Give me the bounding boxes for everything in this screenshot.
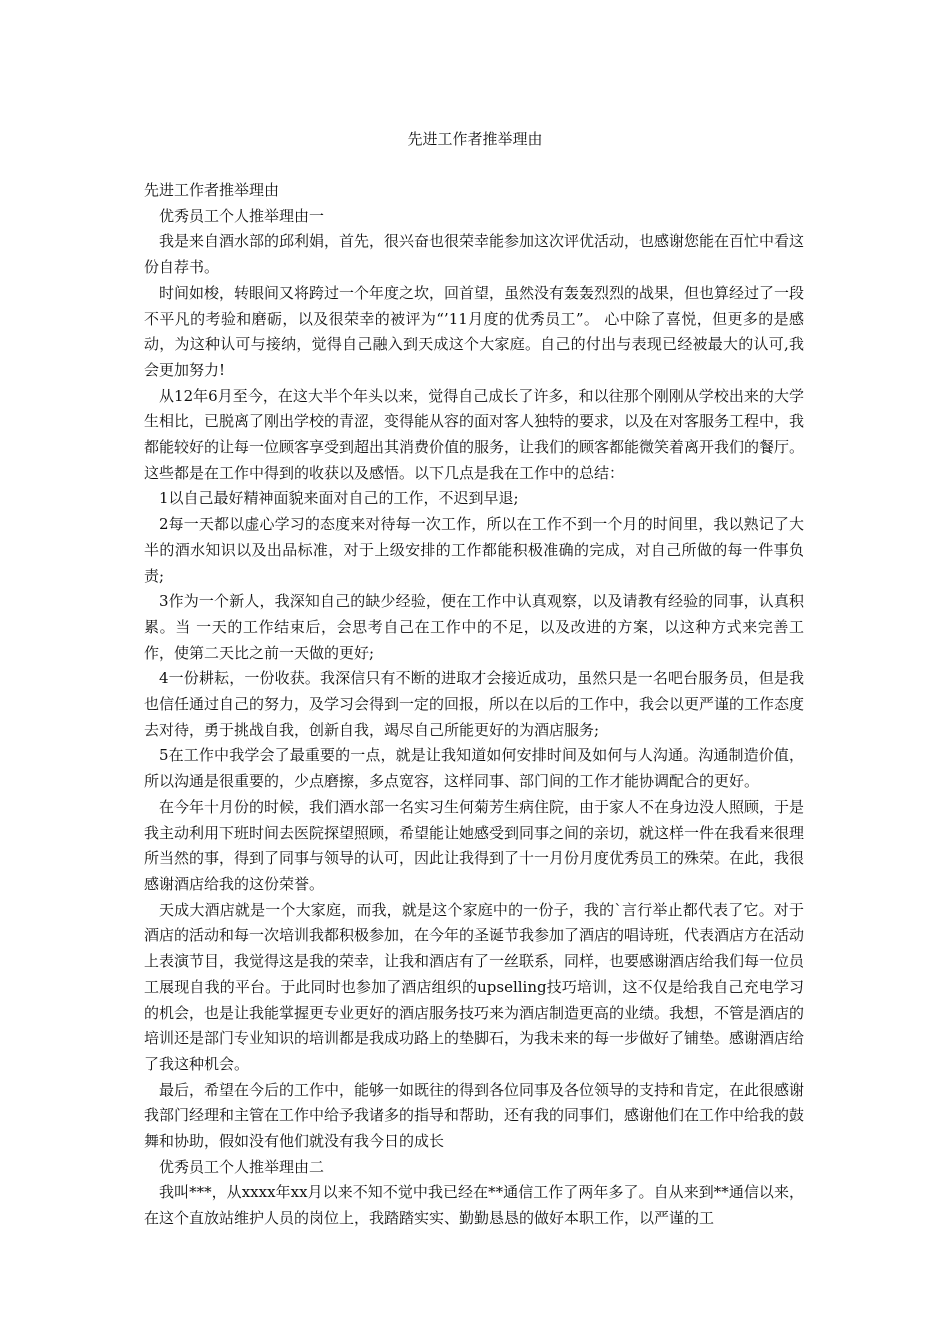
document-title: 先进工作者推举理由	[407, 130, 543, 148]
list-item: 2每一天都以虚心学习的态度来对待每一次工作，所以在工作不到一个月的时间里，我以熟记了大半的酒水知识以及出品标准，对于上级安排的工作都能积极准确的完成，对自己所做的每一件事负责;	[144, 515, 804, 585]
body-paragraph: 我是来自酒水部的邱利娟，首先，很兴奋也很荣幸能参加这次评优活动，也感谢您能在百忙中看这份自荐书。	[144, 232, 805, 277]
list-item: 4一份耕耘，一份收获。我深信只有不断的进取才会接近成功，虽然只是一名吧台服务员，但是我也信任通过自己的努力，及学习会得到一定的回报，所以在以后的工作中，我会以更严谨的工作态度去对待，勇于挑战自我，创新自我，竭尽自己所能更好的为酒店服务;	[144, 669, 805, 739]
list-item: 5在工作中我学会了最重要的一点，就是让我知道如何安排时间及如何与人沟通。沟通制造价值，所以沟通是很重要的，少点磨擦，多点宽容，这样同事、部门间的工作才能协调配合的更好。	[144, 746, 804, 791]
body-paragraph: 最后，希望在今后的工作中，能够一如既往的得到各位同事及各位领导的支持和肯定，在此很感谢我部门经理和主管在工作中给予我诸多的指导和帮助，还有我的同事们，感谢他们在工作中给我的鼓舞和协助，假如没有他们就没有我今日的成长	[144, 1080, 805, 1151]
body-paragraph: 时间如梭，转眼间又将跨过一个年度之坎，回首望，虽然没有轰轰烈烈的战果，但也算经过了一段不平凡的考验和磨砺，以及很荣幸的被评为“’11月度的优秀员工”。 心中除了喜悦，但更多的是感动，为这种认可与接纳，觉得自己融入到天成这个大家庭。自己的付出与表现已经被最大的认可,我会更加努力!	[144, 283, 805, 379]
list-item: 3作为一个新人，我深知自己的缺少经验，便在工作中认真观察，以及请教有经验的同事，认真积累。当 一天的工作结束后，会思考自己在工作中的不足，以及改进的方案，以这种方式来完善工作，使第二天比之前一天做的更好;	[144, 592, 804, 662]
list-item: 1以自己最好精神面貌来面对自己的工作，不迟到早退;	[159, 489, 519, 508]
subsection-heading: 优秀员工个人推举理由二	[159, 1157, 325, 1176]
section-heading: 先进工作者推举理由	[144, 181, 280, 199]
body-paragraph: 在今年十月份的时候，我们酒水部一名实习生何菊芳生病住院，由于家人不在身边没人照顾，于是我主动利用下班时间去医院探望照顾，希望能让她感受到同事之间的亲切，就这样一件在我看来很理所当然的事，得到了同事与领导的认可，因此让我得到了十一月份月度优秀员工的殊荣。在此，我很感谢酒店给我的这份荣誉。	[144, 797, 805, 893]
subsection-heading: 优秀员工个人推举理由一	[159, 206, 325, 225]
body-paragraph: 我叫***，从xxxx年xx月以来不知不觉中我已经在**通信工作了两年多了。自从来到**通信以来，在这个直放站维护人员的岗位上，我踏踏实实、勤勤恳恳的做好本职工作，以严谨的工	[144, 1183, 804, 1228]
body-paragraph: 从12年6月至今，在这大半个年头以来，觉得自己成长了许多，和以往那个刚刚从学校出来的大学生相比，已脱离了刚出学校的青涩，变得能从容的面对客人独特的要求，以及在对客服务工程中，我都能较好的让每一位顾客享受到超出其消费价值的服务，让我们的顾客都能微笑着离开我们的餐厅。这些都是在工作中得到的收获以及感悟。以下几点是我在工作中的总结：	[144, 386, 805, 482]
document-body	[144, 178, 804, 1232]
body-paragraph: 天成大酒店就是一个大家庭，而我，就是这个家庭中的一份子，我的`言行举止都代表了它。对于酒店的活动和每一次培训我都积极参加，在今年的圣诞节我参加了酒店的唱诗班，代表酒店方在活动上表演节目，我觉得这是我的荣幸，让我和酒店有了一丝联系，同样，也要感谢酒店给我们每一位员工展现自我的平台。于此同时也参加了酒店组织的upselling技巧培训，这不仅是给我自己充电学习的机会，也是让我能掌握更专业更好的酒店服务技巧来为酒店制造更高的业绩。我想，不管是酒店的培训还是部门专业知识的培训都是我成功路上的垫脚石，为我未来的每一步做好了铺垫。感谢酒店给了我这种机会。	[144, 900, 805, 1073]
